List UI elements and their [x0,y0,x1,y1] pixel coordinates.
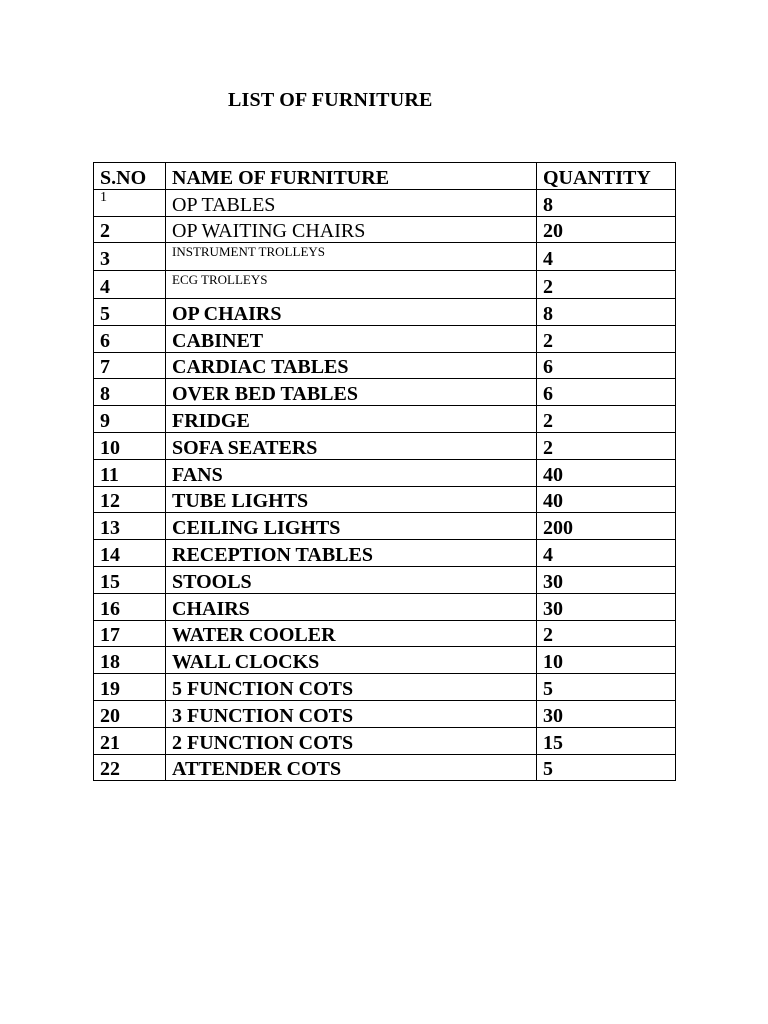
table-row [94,432,676,459]
cell-name: RECEPTION TABLES [166,540,537,567]
cell-quantity: 40 [537,459,676,486]
cell-name: CABINET [166,325,537,352]
cell-name: WALL CLOCKS [166,647,537,674]
table-row [94,754,676,781]
cell-name: FRIDGE [166,406,537,433]
cell-quantity: 2 [537,432,676,459]
cell-quantity: 30 [537,566,676,593]
table-row [94,620,676,647]
cell-sno: 22 [94,754,166,781]
cell-sno: 5 [94,298,166,325]
cell-sno: 18 [94,647,166,674]
table-row [94,379,676,406]
cell-sno: 21 [94,727,166,754]
table-header-row [94,163,676,190]
cell-name: CARDIAC TABLES [166,352,537,379]
cell-sno: 12 [94,486,166,513]
cell-quantity: 6 [537,379,676,406]
cell-quantity: 6 [537,352,676,379]
cell-name: OP CHAIRS [166,298,537,325]
cell-sno: 1 [94,189,166,216]
cell-name: OVER BED TABLES [166,379,537,406]
table-row [94,298,676,325]
cell-quantity: 4 [537,540,676,567]
cell-quantity: 2 [537,620,676,647]
cell-sno: 2 [94,216,166,243]
cell-sno: 8 [94,379,166,406]
table-row [94,243,676,271]
table-row [94,727,676,754]
cell-quantity: 5 [537,754,676,781]
cell-sno: 6 [94,325,166,352]
cell-quantity: 10 [537,647,676,674]
table-row [94,271,676,299]
column-header-name: NAME OF FURNITURE [166,163,537,190]
cell-sno: 7 [94,352,166,379]
cell-name: 3 FUNCTION COTS [166,700,537,727]
cell-name: STOOLS [166,566,537,593]
cell-name: CHAIRS [166,593,537,620]
cell-sno: 11 [94,459,166,486]
cell-name: ECG TROLLEYS [166,271,537,299]
cell-name: CEILING LIGHTS [166,513,537,540]
table-row [94,352,676,379]
table-row [94,189,676,216]
cell-sno: 3 [94,243,166,271]
cell-quantity: 8 [537,298,676,325]
cell-sno: 4 [94,271,166,299]
cell-name: TUBE LIGHTS [166,486,537,513]
cell-quantity: 30 [537,700,676,727]
table-row [94,325,676,352]
cell-quantity: 4 [537,243,676,271]
cell-name: FANS [166,459,537,486]
cell-sno: 16 [94,593,166,620]
page-title: LIST OF FURNITURE [228,89,433,111]
cell-quantity: 30 [537,593,676,620]
table-row [94,216,676,243]
cell-sno: 19 [94,674,166,701]
column-header-sno: S.NO [94,163,166,190]
table-row [94,566,676,593]
table-row [94,647,676,674]
cell-quantity: 2 [537,325,676,352]
cell-quantity: 8 [537,189,676,216]
cell-name: SOFA SEATERS [166,432,537,459]
cell-quantity: 2 [537,271,676,299]
table-row [94,459,676,486]
cell-name: OP WAITING CHAIRS [166,216,537,243]
cell-sno: 14 [94,540,166,567]
cell-sno: 20 [94,700,166,727]
cell-quantity: 20 [537,216,676,243]
cell-sno: 10 [94,432,166,459]
furniture-table [93,162,676,781]
cell-quantity: 15 [537,727,676,754]
cell-sno: 9 [94,406,166,433]
table-row [94,406,676,433]
cell-name: 5 FUNCTION COTS [166,674,537,701]
table-row [94,486,676,513]
cell-name: 2 FUNCTION COTS [166,727,537,754]
cell-sno: 15 [94,566,166,593]
column-header-quantity: QUANTITY [537,163,676,190]
cell-name: INSTRUMENT TROLLEYS [166,243,537,271]
cell-sno: 17 [94,620,166,647]
cell-quantity: 5 [537,674,676,701]
table-row [94,593,676,620]
cell-quantity: 200 [537,513,676,540]
table-row [94,700,676,727]
cell-name: ATTENDER COTS [166,754,537,781]
table-row [94,674,676,701]
cell-name: WATER COOLER [166,620,537,647]
cell-name: OP TABLES [166,189,537,216]
table-row [94,540,676,567]
table-row [94,513,676,540]
cell-quantity: 40 [537,486,676,513]
cell-sno: 13 [94,513,166,540]
cell-quantity: 2 [537,406,676,433]
